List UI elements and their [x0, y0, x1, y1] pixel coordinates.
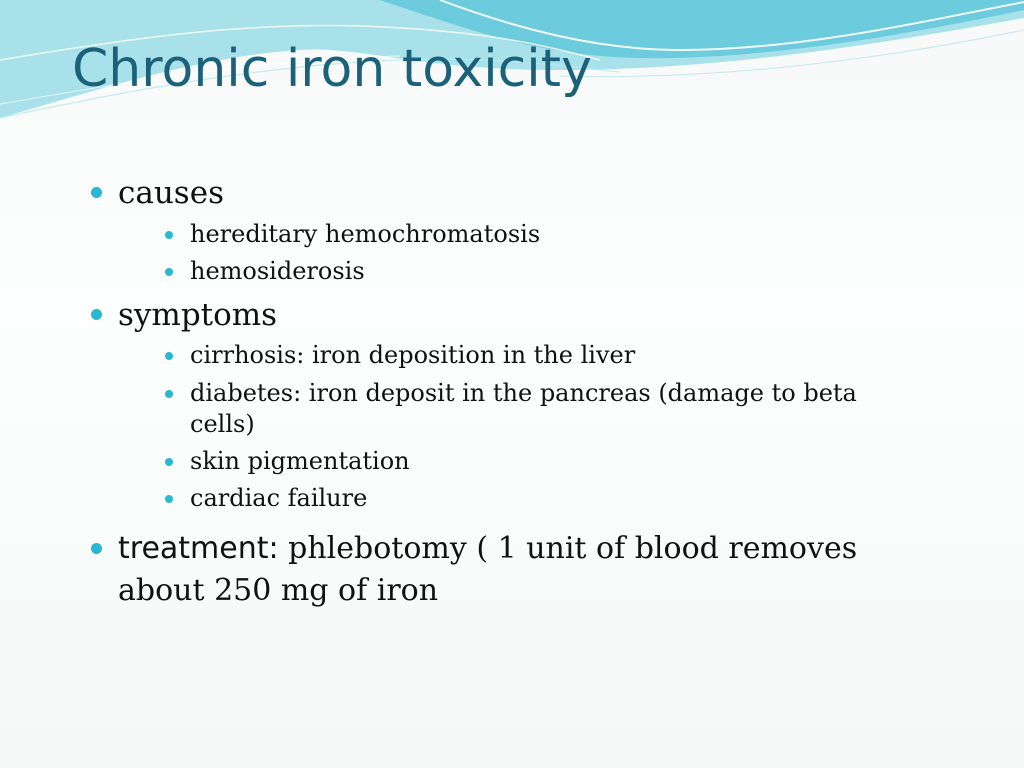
sub-bullet-item [190, 340, 635, 371]
sub-bullet-item [190, 256, 365, 287]
bullet-causes [118, 172, 224, 214]
bullet-label: causes [118, 175, 224, 211]
sub-bullet-item [190, 483, 367, 514]
sub-bullet-dot-icon [165, 458, 173, 466]
sub-bullet-dot-icon [165, 231, 173, 239]
sub-bullet-text: cirrhosis: iron deposition in the liver [190, 341, 636, 369]
slide-title: Chronic iron toxicity [72, 39, 592, 99]
sub-bullet-text: skin pigmentation [190, 447, 410, 475]
sub-bullet-dot-icon [165, 352, 173, 360]
sub-bullet-text: diabetes: iron deposit in the pancreas (damage to beta cells) [190, 379, 857, 438]
bullet-label: treatment: [118, 531, 279, 566]
sub-bullet-item [190, 446, 410, 477]
bullet-treatment [118, 528, 948, 612]
bullet-dot-icon [91, 187, 102, 198]
bullet-text: phlebotomy ( 1 unit of blood removes about 250 mg of iron [118, 531, 858, 608]
bullet-dot-icon [91, 543, 102, 554]
sub-bullet-text: hemosiderosis [190, 257, 365, 285]
bullet-dot-icon [91, 309, 102, 320]
bullet-label: symptoms [118, 297, 278, 333]
sub-bullet-item [190, 219, 540, 250]
sub-bullet-dot-icon [165, 390, 173, 398]
sub-bullet-dot-icon [165, 495, 173, 503]
sub-bullet-dot-icon [165, 268, 173, 276]
sub-bullet-text: cardiac failure [190, 484, 368, 512]
sub-bullet-item [190, 378, 910, 440]
bullet-symptoms [118, 294, 277, 336]
sub-bullet-text: hereditary hemochromatosis [190, 220, 541, 248]
